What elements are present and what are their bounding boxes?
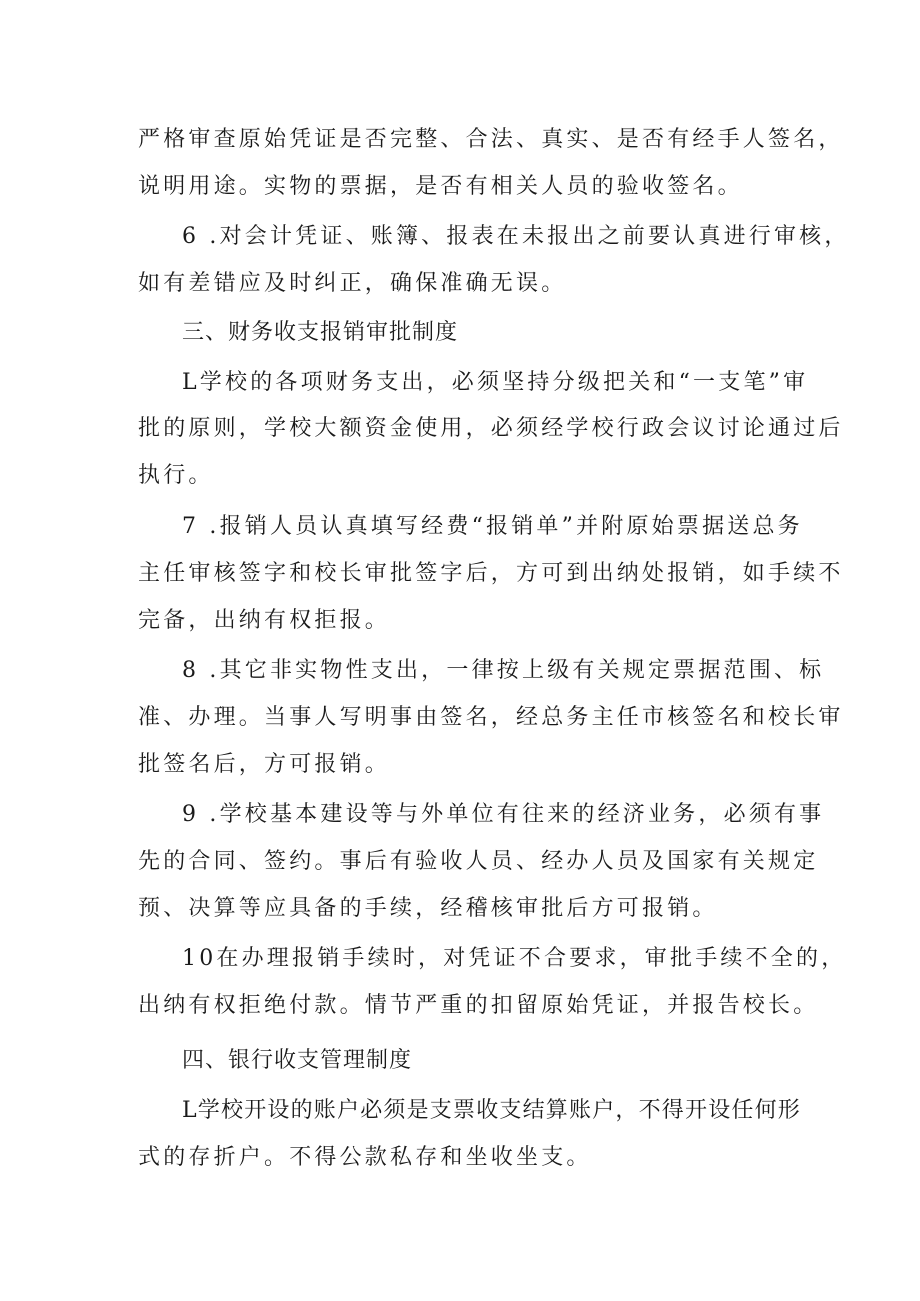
- body-text-line: 出纳有权拒绝付款。情节严重的扣留原始凭证，并报告校长。: [138, 993, 819, 1018]
- body-text-line: 完备，出纳有权拒报。: [138, 608, 391, 633]
- section-heading: 四、银行收支管理制度: [182, 1048, 413, 1073]
- body-text-line: 7 .报销人员认真填写经费“报销单”并附原始票据送总务: [182, 514, 803, 539]
- body-text-line: 8 .其它非实物性支出，一律按上级有关规定票据范围、标: [182, 658, 825, 683]
- body-text-line: 先的合同、签约。事后有验收人员、经办人员及国家有关规定: [138, 849, 819, 874]
- body-text-line: 说明用途。实物的票据，是否有相关人员的验收签名。: [138, 174, 743, 199]
- body-text-line: L学校开设的账户必须是支票收支结算账户，不得开设任何形: [182, 1098, 802, 1123]
- body-text-line: 预、决算等应具备的手续，经稽核审批后方可报销。: [138, 896, 718, 921]
- body-text-line: 9 .学校基本建设等与外单位有往来的经济业务，必须有事: [182, 802, 825, 827]
- body-text-line: 主任审核签字和校长审批签字后，方可到出纳处报销，如手续不: [138, 561, 844, 586]
- body-text-line: 如有差错应及时纠正，确保准确无误。: [138, 271, 567, 296]
- body-text-line: 式的存折户。不得公款私存和坐收坐支。: [138, 1145, 592, 1170]
- section-heading: 三、财务收支报销审批制度: [182, 320, 459, 345]
- body-text-line: 批的原则，学校大额资金使用，必须经学校行政会议讨论通过后: [138, 416, 844, 441]
- body-text-line: 执行。: [138, 463, 214, 488]
- body-text-line: L学校的各项财务支出，必须坚持分级把关和“一支笔”审: [182, 370, 809, 395]
- body-text-line: 6 .对会计凭证、账簿、报表在未报出之前要认真进行审核，: [182, 224, 850, 249]
- body-text-line: 严格审查原始凭证是否完整、合法、真实、是否有经手人签名，: [138, 127, 844, 152]
- body-text-line: 10在办理报销手续时，对凭证不合要求，审批手续不全的，: [182, 946, 847, 971]
- body-text-line: 准、办理。当事人写明事由签名，经总务主任市核签名和校长审: [138, 705, 844, 730]
- body-text-line: 批签名后，方可报销。: [138, 752, 391, 777]
